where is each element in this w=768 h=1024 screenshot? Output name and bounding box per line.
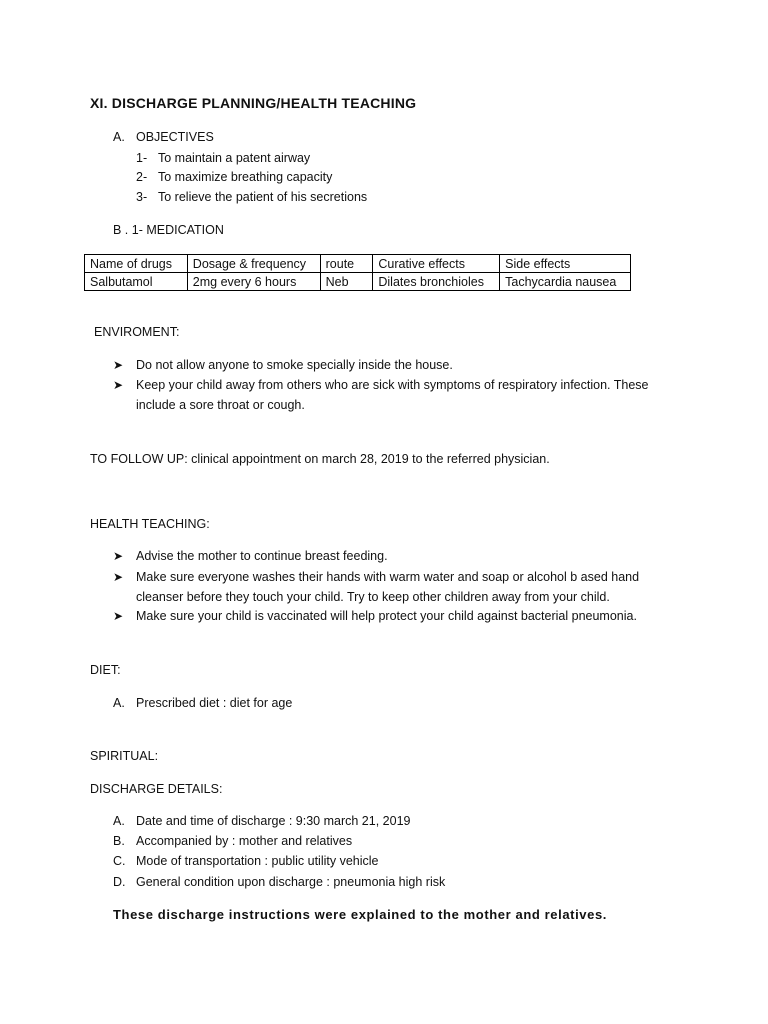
table-cell: Neb [320,273,373,291]
section-title: XI. DISCHARGE PLANNING/HEALTH TEACHING [90,95,417,111]
diet-text: Prescribed diet : diet for age [136,696,293,710]
table-header-cell: Curative effects [373,255,500,273]
arrowhead-bullet-icon: ➤ [113,378,124,392]
discharge-details-heading: DISCHARGE DETAILS: [90,782,223,796]
discharge-item: Accompanied by : mother and relatives [136,834,353,848]
follow-up-text: TO FOLLOW UP: clinical appointment on march 28, 2019 to the referred physician. [90,452,550,466]
table-cell: Salbutamol [85,273,188,291]
environment-bullet: Keep your child away from others who are sick with symptoms of respiratory infection. These [136,378,649,392]
table-header-row [85,255,631,273]
arrowhead-bullet-icon: ➤ [113,570,124,584]
diet-marker: A. [113,696,125,710]
arrowhead-bullet-icon: ➤ [113,549,124,563]
table-cell: Dilates bronchioles [373,273,500,291]
arrowhead-bullet-icon: ➤ [113,609,124,623]
objectives-label: OBJECTIVES [136,130,214,144]
diet-heading: DIET: [90,663,121,677]
objective-text: To relieve the patient of his secretions [158,190,368,204]
closing-statement: These discharge instructions were explained to the mother and relatives. [113,907,607,922]
discharge-item: Mode of transportation : public utility vehicle [136,854,379,868]
objective-text: To maximize breathing capacity [158,170,333,184]
objective-num: 2- [136,170,148,184]
health-teaching-bullet: Make sure your child is vaccinated will help protect your child against bacterial pneumonia. [136,609,637,623]
spiritual-heading: SPIRITUAL: [90,749,159,763]
objective-num: 3- [136,190,148,204]
discharge-marker: C. [113,854,126,868]
environment-heading: ENVIROMENT: [94,325,180,339]
discharge-marker: D. [113,875,126,889]
table-cell: 2mg every 6 hours [187,273,320,291]
health-teaching-bullet: Advise the mother to continue breast feeding. [136,549,388,563]
table-header-cell: Dosage & frequency [187,255,320,273]
environment-bullet: Do not allow anyone to smoke specially inside the house. [136,358,453,372]
health-teaching-bullet: Make sure everyone washes their hands with warm water and soap or alcohol b ased hand [136,570,640,584]
medication-heading: B . 1- MEDICATION [113,223,224,237]
health-teaching-heading: HEALTH TEACHING: [90,517,210,531]
discharge-marker: B. [113,834,125,848]
table-row [85,273,631,291]
arrowhead-bullet-icon: ➤ [113,358,124,372]
table-header-cell: Side effects [500,255,631,273]
table-cell: Tachycardia nausea [500,273,631,291]
objective-text: To maintain a patent airway [158,151,311,165]
objective-num: 1- [136,151,148,165]
discharge-marker: A. [113,814,125,828]
health-teaching-continuation: cleanser before they touch your child. Try to keep other children away from your child. [136,590,610,604]
discharge-item: Date and time of discharge : 9:30 march 21, 2019 [136,814,411,828]
medication-table [84,254,631,291]
table-header-cell: route [320,255,373,273]
table-header-cell: Name of drugs [85,255,188,273]
discharge-item: General condition upon discharge : pneumonia high risk [136,875,446,889]
objectives-marker: A. [113,130,125,144]
environment-bullet-continuation: include a sore throat or cough. [136,398,305,412]
